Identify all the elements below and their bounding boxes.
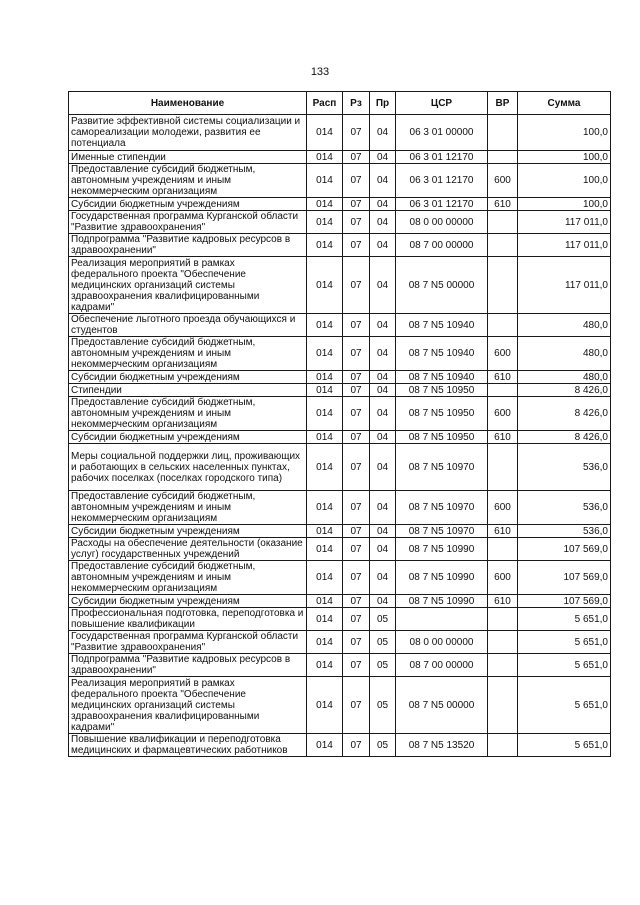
row-rz-cell: 07 [343, 337, 370, 371]
row-name-cell: Субсидии бюджетным учреждениям [69, 371, 307, 384]
table-row [69, 631, 611, 654]
row-rasp-cell: 014 [307, 337, 343, 371]
row-rasp-cell: 014 [307, 654, 343, 677]
row-vr-cell [488, 384, 518, 397]
row-vr-cell [488, 444, 518, 491]
table-row [69, 491, 611, 525]
row-vr-cell [488, 115, 518, 151]
row-rz-cell: 07 [343, 234, 370, 257]
row-name-cell: Предоставление субсидий бюджетным, автономным учреждениям и иным некоммерческим организациям [69, 337, 307, 371]
row-csr-cell: 06 3 01 00000 [396, 115, 488, 151]
row-rasp-cell: 014 [307, 115, 343, 151]
row-name-cell: Стипендии [69, 384, 307, 397]
row-rz-cell: 07 [343, 115, 370, 151]
row-vr-cell [488, 631, 518, 654]
row-sum-cell: 117 011,0 [518, 234, 611, 257]
row-rasp-cell: 014 [307, 444, 343, 491]
table-row [69, 151, 611, 164]
row-csr-cell: 08 7 N5 10940 [396, 314, 488, 337]
row-rasp-cell: 014 [307, 314, 343, 337]
row-rasp-cell: 014 [307, 151, 343, 164]
row-name-cell: Субсидии бюджетным учреждениям [69, 595, 307, 608]
row-sum-cell: 8 426,0 [518, 397, 611, 431]
row-sum-cell: 8 426,0 [518, 431, 611, 444]
row-rz-cell: 07 [343, 525, 370, 538]
row-vr-cell: 600 [488, 337, 518, 371]
row-vr-cell [488, 734, 518, 757]
row-rz-cell: 07 [343, 608, 370, 631]
row-vr-cell: 610 [488, 431, 518, 444]
row-name-cell: Развитие эффективной системы социализации и самореализации молодежи, развития ее потенциала [69, 115, 307, 151]
table-row [69, 608, 611, 631]
row-name-cell: Предоставление субсидий бюджетным, автономным учреждениям и иным некоммерческим организациям [69, 164, 307, 198]
row-csr-cell: 08 7 N5 10970 [396, 491, 488, 525]
table-row [69, 164, 611, 198]
column-header-sum: Сумма [518, 92, 611, 115]
table-row [69, 397, 611, 431]
row-vr-cell [488, 608, 518, 631]
row-pr-cell: 04 [370, 444, 396, 491]
table-header-row [69, 92, 611, 115]
row-pr-cell: 04 [370, 538, 396, 561]
row-name-cell: Предоставление субсидий бюджетным, автономным учреждениям и иным некоммерческим организациям [69, 397, 307, 431]
row-csr-cell: 08 7 00 00000 [396, 654, 488, 677]
row-vr-cell [488, 211, 518, 234]
row-rz-cell: 07 [343, 211, 370, 234]
row-pr-cell: 05 [370, 677, 396, 734]
row-name-cell: Расходы на обеспечение деятельности (оказание услуг) государственных учреждений [69, 538, 307, 561]
row-rz-cell: 07 [343, 654, 370, 677]
table-row [69, 211, 611, 234]
table-row [69, 384, 611, 397]
row-rz-cell: 07 [343, 631, 370, 654]
row-name-cell: Субсидии бюджетным учреждениям [69, 525, 307, 538]
table-row [69, 734, 611, 757]
row-pr-cell: 04 [370, 525, 396, 538]
table-row [69, 654, 611, 677]
row-rz-cell: 07 [343, 198, 370, 211]
row-rasp-cell: 014 [307, 538, 343, 561]
row-sum-cell: 117 011,0 [518, 211, 611, 234]
row-pr-cell: 05 [370, 734, 396, 757]
row-rasp-cell: 014 [307, 164, 343, 198]
row-rasp-cell: 014 [307, 491, 343, 525]
row-vr-cell [488, 654, 518, 677]
row-sum-cell: 100,0 [518, 164, 611, 198]
row-pr-cell: 04 [370, 164, 396, 198]
row-csr-cell: 08 7 00 00000 [396, 234, 488, 257]
row-csr-cell: 08 7 N5 10940 [396, 371, 488, 384]
row-rasp-cell: 014 [307, 561, 343, 595]
row-name-cell: Обеспечение льготного проезда обучающихся и студентов [69, 314, 307, 337]
table-row [69, 538, 611, 561]
row-rasp-cell: 014 [307, 257, 343, 314]
row-name-cell: Профессиональная подготовка, переподготовка и повышение квалификации [69, 608, 307, 631]
row-rasp-cell: 014 [307, 631, 343, 654]
table-row [69, 198, 611, 211]
row-sum-cell: 536,0 [518, 525, 611, 538]
table-row [69, 561, 611, 595]
row-csr-cell: 06 3 01 12170 [396, 164, 488, 198]
row-csr-cell: 08 0 00 00000 [396, 211, 488, 234]
row-pr-cell: 04 [370, 561, 396, 595]
row-csr-cell [396, 608, 488, 631]
row-vr-cell: 600 [488, 561, 518, 595]
row-vr-cell: 610 [488, 525, 518, 538]
row-name-cell: Реализация мероприятий в рамках федерального проекта "Обеспечение медицинских организаций системы здравоохранения квалифицированными кадрами" [69, 677, 307, 734]
row-rasp-cell: 014 [307, 234, 343, 257]
row-rasp-cell: 014 [307, 595, 343, 608]
row-pr-cell: 05 [370, 631, 396, 654]
row-rasp-cell: 014 [307, 525, 343, 538]
column-header-csr: ЦСР [396, 92, 488, 115]
table-row [69, 234, 611, 257]
row-vr-cell [488, 257, 518, 314]
row-rz-cell: 07 [343, 371, 370, 384]
row-name-cell: Меры социальной поддержки лиц, проживающих и работающих в сельских населенных пунктах, рабочих поселках (поселках городского типа) [69, 444, 307, 491]
row-pr-cell: 04 [370, 314, 396, 337]
row-name-cell: Субсидии бюджетным учреждениям [69, 431, 307, 444]
row-rasp-cell: 014 [307, 608, 343, 631]
column-header-name: Наименование [69, 92, 307, 115]
row-sum-cell: 5 651,0 [518, 654, 611, 677]
page-number: 133 [310, 66, 330, 78]
row-pr-cell: 04 [370, 151, 396, 164]
row-rz-cell: 07 [343, 595, 370, 608]
row-pr-cell: 04 [370, 491, 396, 525]
row-rz-cell: 07 [343, 257, 370, 314]
row-rasp-cell: 014 [307, 198, 343, 211]
row-vr-cell: 610 [488, 371, 518, 384]
row-csr-cell: 08 7 N5 10950 [396, 384, 488, 397]
row-sum-cell: 107 569,0 [518, 595, 611, 608]
row-csr-cell: 06 3 01 12170 [396, 151, 488, 164]
row-pr-cell: 04 [370, 371, 396, 384]
row-csr-cell: 06 3 01 12170 [396, 198, 488, 211]
row-rz-cell: 07 [343, 444, 370, 491]
row-pr-cell: 05 [370, 608, 396, 631]
row-csr-cell: 08 7 N5 10990 [396, 538, 488, 561]
row-csr-cell: 08 0 00 00000 [396, 631, 488, 654]
row-pr-cell: 04 [370, 431, 396, 444]
row-rz-cell: 07 [343, 561, 370, 595]
row-vr-cell [488, 677, 518, 734]
row-pr-cell: 04 [370, 257, 396, 314]
table-row [69, 677, 611, 734]
row-sum-cell: 107 569,0 [518, 561, 611, 595]
row-rz-cell: 07 [343, 164, 370, 198]
row-sum-cell: 480,0 [518, 337, 611, 371]
row-sum-cell: 100,0 [518, 115, 611, 151]
row-sum-cell: 100,0 [518, 198, 611, 211]
row-sum-cell: 100,0 [518, 151, 611, 164]
column-header-vr: ВР [488, 92, 518, 115]
row-name-cell: Подпрограмма "Развитие кадровых ресурсов в здравоохранении" [69, 654, 307, 677]
row-vr-cell: 600 [488, 397, 518, 431]
row-sum-cell: 107 569,0 [518, 538, 611, 561]
row-rz-cell: 07 [343, 538, 370, 561]
row-rasp-cell: 014 [307, 397, 343, 431]
row-pr-cell: 04 [370, 115, 396, 151]
row-csr-cell: 08 7 N5 10970 [396, 444, 488, 491]
row-vr-cell: 600 [488, 164, 518, 198]
row-csr-cell: 08 7 N5 00000 [396, 677, 488, 734]
row-name-cell: Повышение квалификации и переподготовка медицинских и фармацевтических работников [69, 734, 307, 757]
row-pr-cell: 04 [370, 337, 396, 371]
row-pr-cell: 04 [370, 397, 396, 431]
row-rasp-cell: 014 [307, 677, 343, 734]
row-pr-cell: 04 [370, 595, 396, 608]
table-row [69, 525, 611, 538]
table-row [69, 431, 611, 444]
row-pr-cell: 04 [370, 384, 396, 397]
row-vr-cell [488, 538, 518, 561]
row-name-cell: Реализация мероприятий в рамках федерального проекта "Обеспечение медицинских организаций системы здравоохранения квалифицированными кадрами" [69, 257, 307, 314]
row-vr-cell: 610 [488, 595, 518, 608]
table-row [69, 257, 611, 314]
row-vr-cell: 600 [488, 491, 518, 525]
row-csr-cell: 08 7 N5 00000 [396, 257, 488, 314]
row-sum-cell: 5 651,0 [518, 631, 611, 654]
row-rz-cell: 07 [343, 677, 370, 734]
column-header-rz: Рз [343, 92, 370, 115]
row-rasp-cell: 014 [307, 734, 343, 757]
row-pr-cell: 04 [370, 234, 396, 257]
table-row [69, 115, 611, 151]
row-name-cell: Государственная программа Курганской области "Развитие здравоохранения" [69, 211, 307, 234]
row-pr-cell: 05 [370, 654, 396, 677]
row-csr-cell: 08 7 N5 10990 [396, 595, 488, 608]
table-row [69, 595, 611, 608]
table-body [69, 115, 611, 757]
row-name-cell: Предоставление субсидий бюджетным, автономным учреждениям и иным некоммерческим организациям [69, 561, 307, 595]
row-rz-cell: 07 [343, 397, 370, 431]
budget-table [68, 91, 611, 757]
row-csr-cell: 08 7 N5 10950 [396, 397, 488, 431]
row-rasp-cell: 014 [307, 384, 343, 397]
row-csr-cell: 08 7 N5 10990 [396, 561, 488, 595]
row-vr-cell [488, 234, 518, 257]
table-row [69, 444, 611, 491]
row-csr-cell: 08 7 N5 13520 [396, 734, 488, 757]
row-rz-cell: 07 [343, 734, 370, 757]
row-sum-cell: 117 011,0 [518, 257, 611, 314]
row-sum-cell: 5 651,0 [518, 677, 611, 734]
row-name-cell: Субсидии бюджетным учреждениям [69, 198, 307, 211]
row-sum-cell: 5 651,0 [518, 734, 611, 757]
row-name-cell: Подпрограмма "Развитие кадровых ресурсов в здравоохранении" [69, 234, 307, 257]
row-csr-cell: 08 7 N5 10970 [396, 525, 488, 538]
table-row [69, 337, 611, 371]
row-rasp-cell: 014 [307, 371, 343, 384]
row-rz-cell: 07 [343, 491, 370, 525]
table-row [69, 314, 611, 337]
row-rz-cell: 07 [343, 384, 370, 397]
row-sum-cell: 5 651,0 [518, 608, 611, 631]
row-vr-cell [488, 314, 518, 337]
row-sum-cell: 480,0 [518, 314, 611, 337]
row-vr-cell [488, 151, 518, 164]
column-header-rasp: Расп [307, 92, 343, 115]
row-rz-cell: 07 [343, 431, 370, 444]
row-vr-cell: 610 [488, 198, 518, 211]
row-sum-cell: 536,0 [518, 491, 611, 525]
row-rz-cell: 07 [343, 151, 370, 164]
row-rasp-cell: 014 [307, 211, 343, 234]
row-pr-cell: 04 [370, 198, 396, 211]
row-name-cell: Государственная программа Курганской области "Развитие здравоохранения" [69, 631, 307, 654]
row-rz-cell: 07 [343, 314, 370, 337]
row-name-cell: Именные стипендии [69, 151, 307, 164]
row-sum-cell: 8 426,0 [518, 384, 611, 397]
column-header-pr: Пр [370, 92, 396, 115]
row-name-cell: Предоставление субсидий бюджетным, автономным учреждениям и иным некоммерческим организациям [69, 491, 307, 525]
row-csr-cell: 08 7 N5 10940 [396, 337, 488, 371]
table-row [69, 371, 611, 384]
row-rasp-cell: 014 [307, 431, 343, 444]
row-sum-cell: 480,0 [518, 371, 611, 384]
row-csr-cell: 08 7 N5 10950 [396, 431, 488, 444]
row-sum-cell: 536,0 [518, 444, 611, 491]
row-pr-cell: 04 [370, 211, 396, 234]
